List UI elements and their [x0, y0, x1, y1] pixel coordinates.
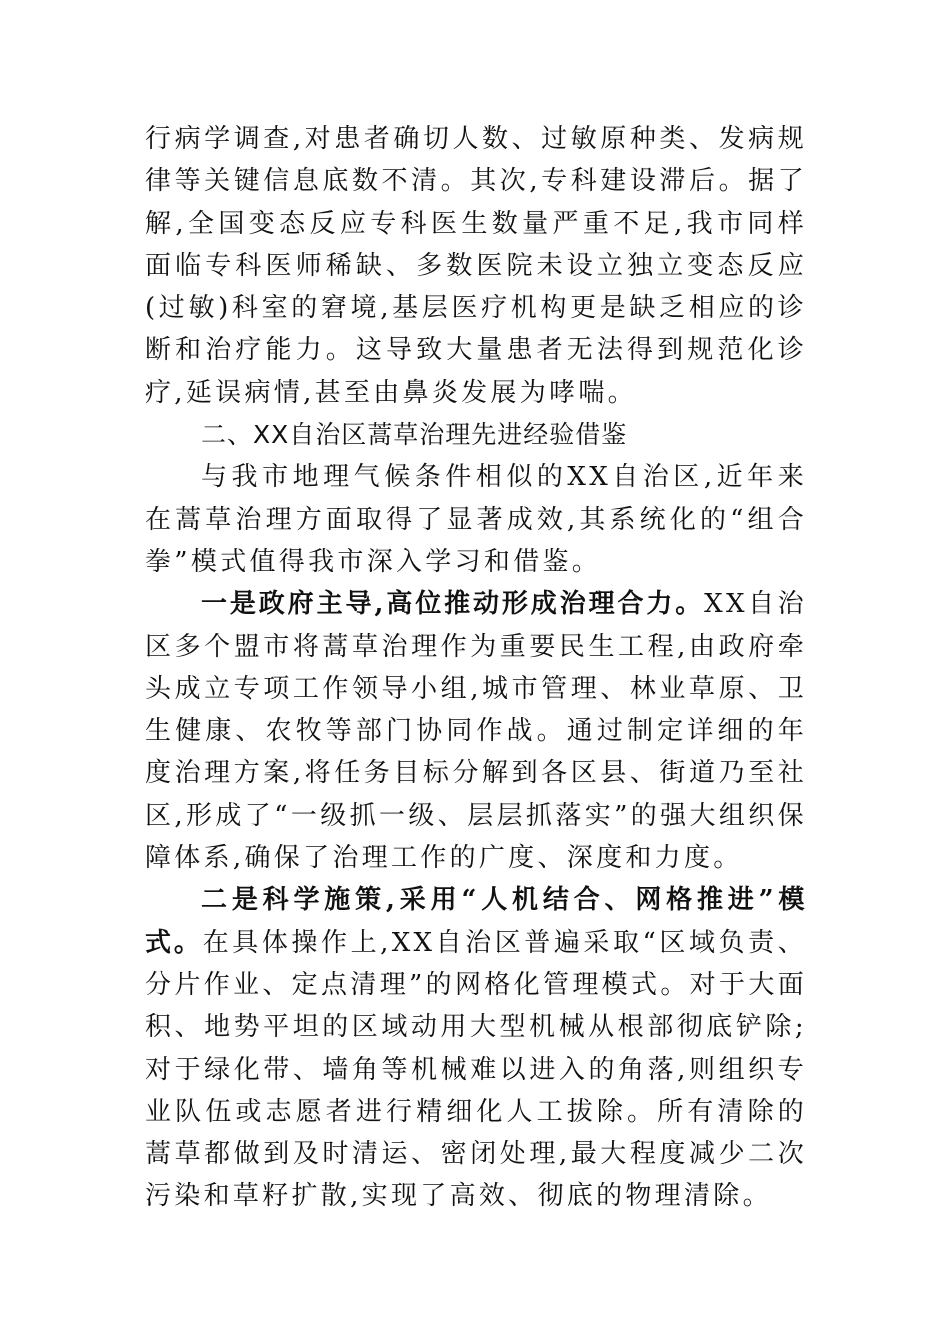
point-one-body: XX自治区多个盟市将蒿草治理作为重要民生工程,由政府牵头成立专项工作领导小组,城市管理、林业草原、卫生健康、农牧等部门协同作战。通过制定详细的年度治理方案,将任务目标分解到各区县、街道乃至社区,形成了“一级抓一级、层层抓落实”的强大组织保障体系,确保了治理工作的广度、深度和力度。 [145, 589, 807, 874]
paragraph-intro: 与我市地理气候条件相似的XX自治区,近年来在蒿草治理方面取得了显著成效,其系统化的“组合拳”模式值得我市深入学习和借鉴。 [145, 462, 807, 577]
paragraph-continuation: 行病学调查,对患者确切人数、过敏原种类、发病规律等关键信息底数不清。其次,专科建设滞后。据了解,全国变态反应专科医生数量严重不足,我市同样面临专科医师稀缺、多数医院未设立独立变态反应(过敏)科室的窘境,基层医疗机构更是缺乏相应的诊断和治疗能力。这导致大量患者无法得到规范化诊疗,延误病情,甚至由鼻炎发展为哮喘。 [145, 124, 807, 408]
paragraph-point-two [145, 879, 807, 1217]
section-heading: 二、XX自治区蒿草治理先进经验借鉴 [201, 420, 628, 450]
point-one-lead: 一是政府主导,高位推动形成治理合力。 [201, 589, 705, 620]
document-page [145, 118, 807, 1218]
paragraph-point-one [145, 583, 807, 879]
point-two-lead: 二是科学施策,采用“人机结合、网格推进”模式。 [145, 885, 807, 958]
point-two-body: 在具体操作上,XX自治区普遍采取“区域负责、分片作业、定点清理”的网格化管理模式。对于大面积、地势平坦的区域动用大型机械从根部彻底铲除;对于绿化带、墙角等机械难以进入的角落,则组织专业队伍或志愿者进行精细化人工拔除。所有清除的蒿草都做到及时清运、密闭处理,最大程度减少二次污染和草籽扩散,实现了高效、彻底的物理清除。 [145, 927, 807, 1212]
